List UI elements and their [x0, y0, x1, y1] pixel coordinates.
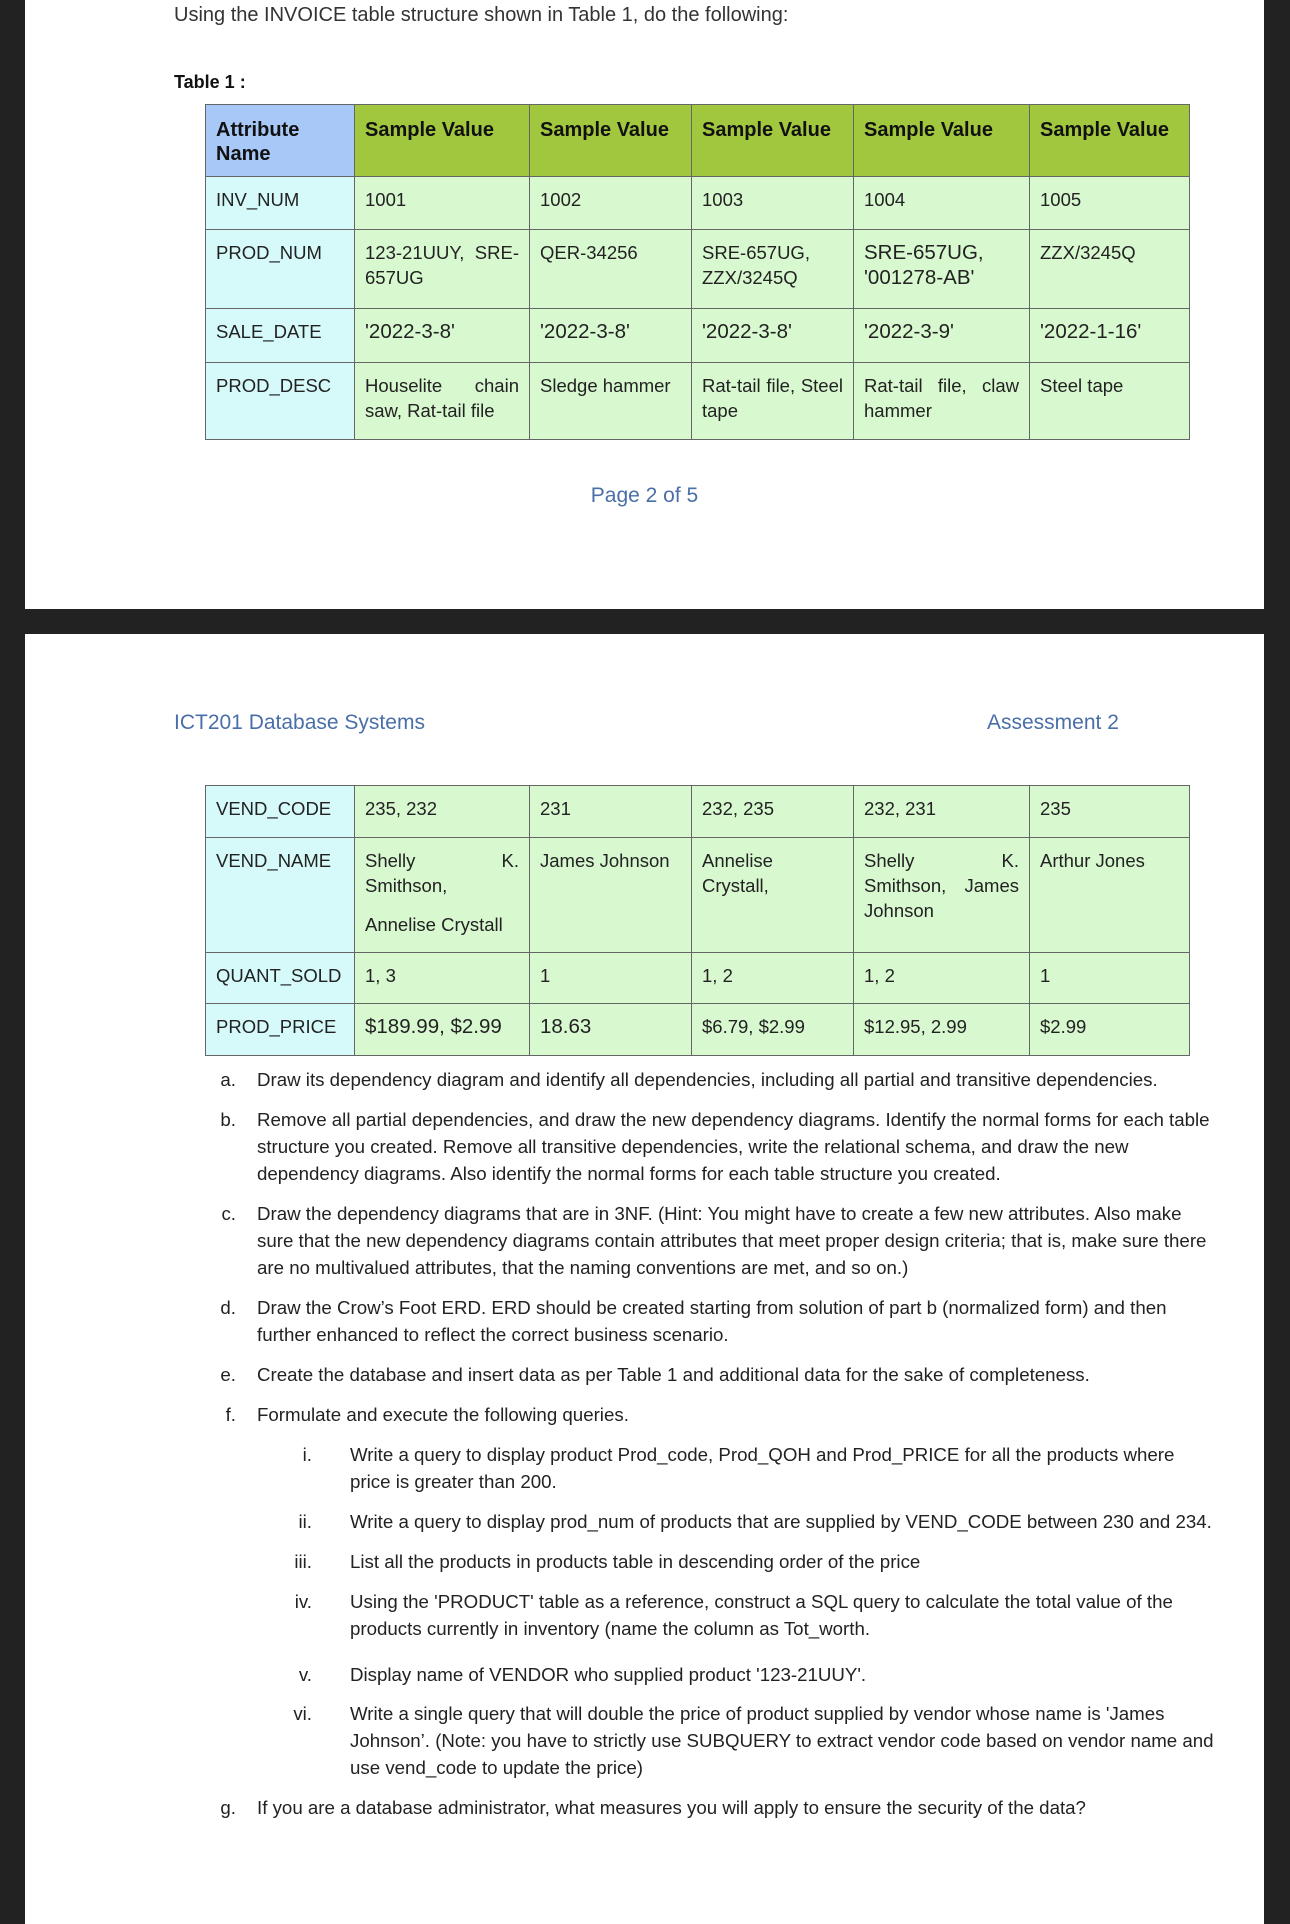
page-number: Page 2 of 5 — [590, 484, 699, 507]
subtask-item — [174, 1441, 1214, 1495]
value-cell: 1001 — [355, 177, 530, 230]
attribute-cell: SALE_DATE — [206, 309, 355, 363]
value-cell: '2022-3-9' — [854, 309, 1030, 363]
task-item — [174, 1066, 1214, 1093]
value-cell: Houselite chain saw, Rat-tail file — [355, 363, 530, 440]
value-cell: 235 — [1030, 786, 1190, 838]
header-cell: Sample Value — [854, 105, 1030, 177]
table-row — [206, 953, 1190, 1004]
value-cell: 231 — [530, 786, 692, 838]
value-cell: SRE-657UG, ZZX/3245Q — [692, 230, 854, 309]
table-row — [206, 838, 1190, 953]
subtask-text: Write a single query that will double the price of product supplied by vendor whose name is 'James Johnson’. (Note: you have to strictly use SUBQUERY to extract vendor code based on vendor name and use vend_code to update the price) — [350, 1703, 1214, 1778]
vendor-name-extra: Annelise Crystall — [365, 914, 503, 935]
attribute-cell: INV_NUM — [206, 177, 355, 230]
value-cell: '2022-3-8' — [355, 309, 530, 363]
value-cell: ZZX/3245Q — [1030, 230, 1190, 309]
table-row — [206, 363, 1190, 440]
value-cell: 232, 235 — [692, 786, 854, 838]
value-cell: 232, 231 — [854, 786, 1030, 838]
document-page-1 — [25, 0, 1264, 609]
task-item — [174, 1361, 1214, 1388]
subtask-text: Write a query to display product Prod_code, Prod_QOH and Prod_PRICE for all the products where price is greater than 200. — [350, 1444, 1175, 1492]
task-text: If you are a database administrator, what measures you will apply to ensure the security of the data? — [257, 1797, 1086, 1818]
task-list — [174, 1066, 1214, 1834]
attribute-cell: VEND_NAME — [206, 838, 355, 953]
value-cell: Steel tape — [1030, 363, 1190, 440]
subtask-text: Using the 'PRODUCT' table as a reference, construct a SQL query to calculate the total value of the products currently in inventory (name the column as Tot_worth. — [350, 1591, 1173, 1639]
subtask-label: iv. — [294, 1591, 312, 1612]
value-cell: 1, 3 — [355, 953, 530, 1004]
task-item — [174, 1401, 1214, 1428]
task-label: g. — [220, 1797, 236, 1818]
subtask-label: ii. — [298, 1511, 312, 1532]
subtask-item — [174, 1548, 1214, 1575]
table-row — [206, 230, 1190, 309]
assessment-header: Assessment 2 — [987, 711, 1119, 734]
task-label: f. — [225, 1404, 236, 1425]
invoice-table-part-2 — [205, 785, 1190, 1056]
value-cell: 1004 — [854, 177, 1030, 230]
value-cell: QER-34256 — [530, 230, 692, 309]
invoice-table-part-1 — [205, 104, 1190, 440]
subtask-label: i. — [302, 1444, 312, 1465]
value-cell: '2022-1-16' — [1030, 309, 1190, 363]
value-cell: Rat-tail file, claw hammer — [854, 363, 1030, 440]
task-item — [174, 1106, 1214, 1187]
value-cell: $12.95, 2.99 — [854, 1004, 1030, 1056]
table-row — [206, 1004, 1190, 1056]
value-cell: '2022-3-8' — [530, 309, 692, 363]
task-text: Draw the Crow’s Foot ERD. ERD should be created starting from solution of part b (normalized form) and then further enhanced to reflect the correct business scenario. — [257, 1297, 1167, 1345]
subtask-text: Write a query to display prod_num of products that are supplied by VEND_CODE between 230 and 234. — [350, 1511, 1212, 1532]
task-label: c. — [221, 1203, 236, 1224]
subtask-text: Display name of VENDOR who supplied product '123-21UUY'. — [350, 1664, 867, 1685]
value-cell: Rat-tail file, Steel tape — [692, 363, 854, 440]
attribute-cell: PROD_PRICE — [206, 1004, 355, 1056]
value-cell: 1 — [530, 953, 692, 1004]
task-text: Formulate and execute the following queries. — [257, 1404, 629, 1425]
value-cell — [355, 838, 530, 953]
subtask-label: iii. — [294, 1551, 312, 1572]
subtask-label: v. — [298, 1664, 312, 1685]
header-cell: Sample Value — [530, 105, 692, 177]
table-row — [206, 786, 1190, 838]
value-cell: 1002 — [530, 177, 692, 230]
header-cell: Sample Value — [692, 105, 854, 177]
task-item — [174, 1200, 1214, 1281]
value-cell: 18.63 — [530, 1004, 692, 1056]
subtask-label: vi. — [293, 1703, 312, 1724]
subtask-item — [174, 1588, 1214, 1642]
attribute-cell: QUANT_SOLD — [206, 953, 355, 1004]
task-text: Draw the dependency diagrams that are in 3NF. (Hint: You might have to create a few new attributes. Also make sure that the new dependency diagrams contain attributes that meet proper design criteria; that is, make sure there are no multivalued attributes, that the naming conventions are met, and so on.) — [257, 1203, 1207, 1278]
table-row — [206, 309, 1190, 363]
task-item — [174, 1294, 1214, 1348]
value-cell: James Johnson — [530, 838, 692, 953]
value-cell: 1 — [1030, 953, 1190, 1004]
value-cell: Annelise Crystall, — [692, 838, 854, 953]
document-page-2 — [25, 634, 1264, 1924]
subtask-text: List all the products in products table in descending order of the price — [350, 1551, 921, 1572]
table-label: Table 1 : — [174, 72, 246, 92]
value-cell: 1, 2 — [692, 953, 854, 1004]
value-cell: $2.99 — [1030, 1004, 1190, 1056]
table-header-row — [206, 105, 1190, 177]
task-item — [174, 1794, 1214, 1821]
attribute-cell: PROD_NUM — [206, 230, 355, 309]
subtask-item — [174, 1508, 1214, 1535]
task-label: b. — [220, 1109, 236, 1130]
value-cell: '2022-3-8' — [692, 309, 854, 363]
header-cell: Sample Value — [355, 105, 530, 177]
table-row — [206, 177, 1190, 230]
value-cell: Shelly K. Smithson, James Johnson — [854, 838, 1030, 953]
intro-text: Using the INVOICE table structure shown in Table 1, do the following: — [174, 4, 789, 26]
task-label: a. — [220, 1069, 236, 1090]
value-cell: Arthur Jones — [1030, 838, 1190, 953]
value-cell: 1005 — [1030, 177, 1190, 230]
task-text: Draw its dependency diagram and identify all dependencies, including all partial and transitive dependencies. — [257, 1069, 1158, 1090]
course-header: ICT201 Database Systems — [174, 711, 425, 734]
task-label: d. — [220, 1297, 236, 1318]
header-cell: Sample Value — [1030, 105, 1190, 177]
attribute-cell: VEND_CODE — [206, 786, 355, 838]
value-cell: $6.79, $2.99 — [692, 1004, 854, 1056]
subtask-item — [174, 1661, 1214, 1688]
attribute-cell: PROD_DESC — [206, 363, 355, 440]
header-cell: Attribute Name — [206, 105, 355, 177]
vendor-names: Shelly K. Smithson, — [365, 850, 519, 896]
value-cell: 235, 232 — [355, 786, 530, 838]
value-cell: 123-21UUY, SRE-657UG — [355, 230, 530, 309]
value-cell: 1003 — [692, 177, 854, 230]
value-cell: Sledge hammer — [530, 363, 692, 440]
task-label: e. — [220, 1364, 236, 1385]
value-cell: 1, 2 — [854, 953, 1030, 1004]
value-cell: $189.99, $2.99 — [355, 1004, 530, 1056]
task-text: Create the database and insert data as per Table 1 and additional data for the sake of completeness. — [257, 1364, 1090, 1385]
value-cell: SRE-657UG, '001278-AB' — [854, 230, 1030, 309]
task-text: Remove all partial dependencies, and draw the new dependency diagrams. Identify the normal forms for each table structure you created. Remove all transitive dependencies, write the relational schema, and draw the new dependency diagrams. Also identify the normal forms for each table structure you created. — [257, 1109, 1210, 1184]
subtask-item — [174, 1700, 1214, 1781]
